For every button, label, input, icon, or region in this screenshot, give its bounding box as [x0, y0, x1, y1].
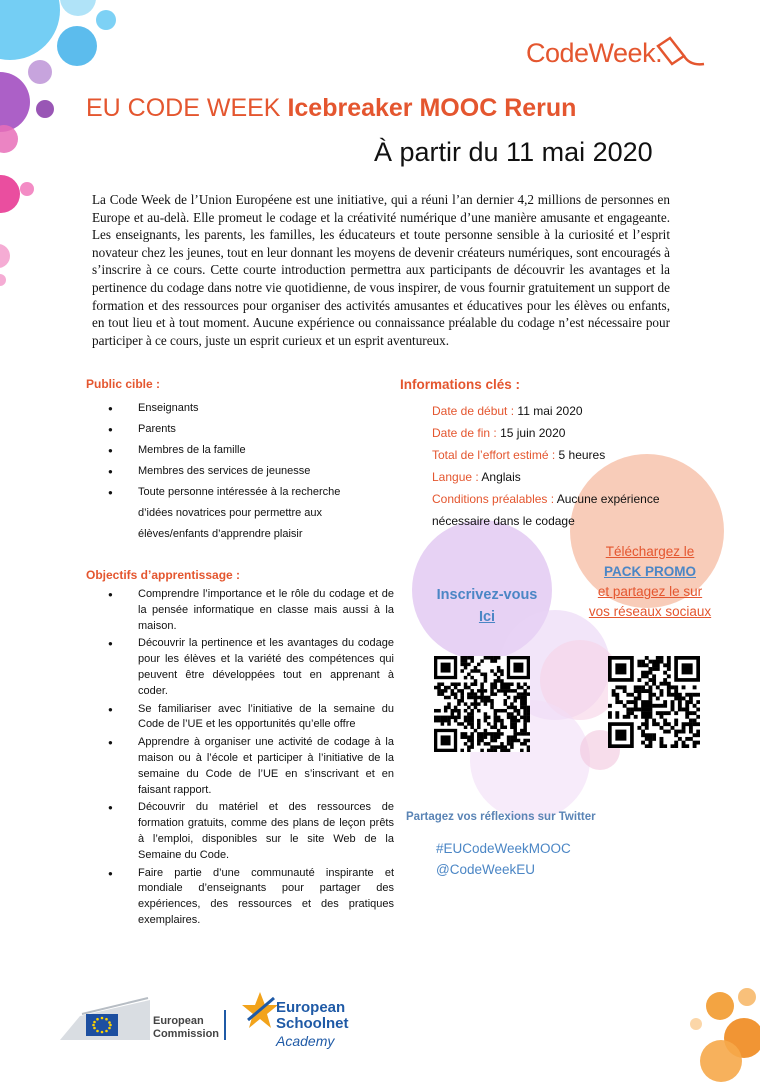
info-heading: Informations clés :	[400, 377, 521, 392]
share-tags	[436, 838, 571, 880]
list-item: ● Membres de la famille	[108, 440, 378, 461]
info-value: 5 heures	[558, 448, 606, 462]
info-value: 15 juin 2020	[500, 426, 566, 440]
esa-star-icon	[240, 990, 280, 1034]
esa-academy: Academy	[276, 1033, 335, 1049]
register-text: Inscrivez-vous	[436, 587, 538, 603]
info-label: Date de début :	[432, 404, 515, 418]
footer-divider	[224, 1010, 226, 1040]
decor-circle	[0, 125, 18, 153]
decor-circle	[0, 72, 30, 132]
public-heading: Public cible :	[86, 377, 161, 391]
register-qr-code[interactable]	[434, 656, 530, 752]
handle-link[interactable]: @CodeWeekEU	[436, 862, 535, 877]
list-item: ● Faire partie d’une communauté inspirante et mondiale d’enseignants pour partager des expériences, des ressources et des pratiques exemplaires.	[108, 866, 394, 929]
promo-text: Téléchargez le	[605, 544, 695, 559]
info-block	[432, 400, 702, 532]
list-item: ● Parents	[108, 419, 378, 440]
list-item: ● Membres des services de jeunesse	[108, 461, 378, 482]
list-item: ● Découvrir du matériel et des ressources de formation gratuits, comme des plans de leçon prêts à l’emploi, disponibles sur le site Web de la Semaine du Code.	[108, 800, 394, 863]
info-start	[432, 400, 702, 422]
decor-circle	[36, 100, 54, 118]
esa-name-line: European	[276, 999, 346, 1016]
promo-text: et partagez le sur	[597, 584, 703, 599]
esa-name-line: Schoolnet	[276, 1015, 349, 1032]
list-item: ● Découvrir la pertinence et les avantages du codage pour les élèves et la variété des compétences qui peuvent être développées tout en apprenant à coder.	[108, 636, 394, 699]
info-label: Conditions préalables :	[432, 492, 555, 506]
decor-circle	[20, 182, 34, 196]
info-label: Date de fin :	[432, 426, 497, 440]
promo-link[interactable]: PACK PROMO	[603, 564, 696, 579]
logo-text: CodeWeek.	[526, 38, 663, 68]
register-link[interactable]: Ici	[478, 609, 496, 625]
esa-name	[276, 1000, 349, 1032]
register-block	[422, 584, 552, 628]
decor-circle	[0, 175, 20, 213]
esa-logo	[240, 990, 280, 1039]
qr-code-icon	[608, 656, 700, 748]
decor-circle	[0, 0, 60, 60]
objectives-heading: Objectifs d’apprentissage :	[86, 568, 241, 582]
public-list	[108, 398, 378, 545]
decor-circle	[706, 992, 734, 1020]
qr-code-icon	[434, 656, 530, 752]
hashtag-link[interactable]: #EUCodeWeekMOOC	[436, 841, 571, 856]
decor-circle	[738, 988, 756, 1006]
list-item: ● Toute personne intéressée à la recherche d’idées novatrices pour permettre aux élèves/enfants d’apprendre plaisir	[108, 482, 378, 545]
info-lang	[432, 466, 702, 488]
title-plain: EU CODE WEEK	[86, 94, 281, 122]
promo-text: vos réseaux sociaux	[588, 604, 712, 619]
list-item: ● Comprendre l’importance et le rôle du codage et de la pensée informatique en classe mais aussi à la maison.	[108, 587, 394, 634]
info-value: Anglais	[481, 470, 521, 484]
page-title	[86, 94, 576, 123]
list-item: ● Enseignants	[108, 398, 378, 419]
info-label: Langue :	[432, 470, 479, 484]
decor-circle	[28, 60, 52, 84]
decor-circle	[0, 244, 10, 268]
decor-circle	[96, 10, 116, 30]
ec-logo	[60, 996, 150, 1044]
intro-paragraph: La Code Week de l’Union Européene est une initiative, qui a réuni l’an dernier 4,2 millions de personnes en Europe et au-delà. Elle promeut le codage et la créativité numérique d’une manière amusante et engageante. Les enseignants, les parents, les familles, les éducateurs et toute personne sensible à la curiosité et l’esprit novateur chez les jeunes, tout en leur donnant les moyens de devenir créateurs numériques, sont encouragés à s’inscrire à ce cours. Cette courte introduction permettra aux participants de découvrir les avantages et la pertinence du codage dans notre vie quotidienne, de vous inspirer, de vous fournir gratuitement un support de formation et des ressources pour organiser des activités amusantes et éducatives pour les élèves ou enfants, en tout lieu et à tout moment. Aucune expérience ou connaissance préalable du codage n’est nécessaire pour participer à ce cours, juste un esprit curieux et un esprit aventureux.	[92, 192, 670, 348]
page-subtitle: À partir du 11 mai 2020	[374, 137, 653, 167]
ec-name	[153, 1015, 219, 1041]
info-end	[432, 422, 702, 444]
ec-name-line: Commission	[153, 1028, 220, 1040]
codeweek-bracket-icon	[650, 32, 712, 72]
objectives-list	[108, 587, 394, 931]
promo-block	[575, 542, 725, 622]
info-value: Aucune expérience nécessaire dans le codage	[432, 492, 660, 528]
codeweek-logo	[526, 38, 662, 69]
ec-building-icon	[60, 996, 150, 1044]
decor-circle	[690, 1018, 702, 1030]
list-item: ● Se familiariser avec l’initiative de la semaine du Code de l’UE et les opportunités qu’elle offre	[108, 702, 394, 734]
decor-circle	[60, 0, 96, 16]
share-heading: Partagez vos réflexions sur Twitter	[406, 811, 596, 823]
decor-circle	[0, 274, 6, 286]
info-effort	[432, 444, 702, 466]
info-value: 11 mai 2020	[517, 404, 583, 418]
list-item: ● Apprendre à organiser une activité de codage à la maison ou à l’école et participer à l’initiative de la semaine du Code de l’UE en s’inscrivant et en faisant rapport.	[108, 735, 394, 798]
title-bold: Icebreaker MOOC Rerun	[287, 94, 577, 122]
info-prereq	[432, 488, 702, 532]
promo-qr-code[interactable]	[608, 656, 700, 748]
decor-circle	[57, 26, 97, 66]
info-label: Total de l’effort estimé :	[432, 448, 556, 462]
ec-name-line: European	[153, 1015, 204, 1027]
